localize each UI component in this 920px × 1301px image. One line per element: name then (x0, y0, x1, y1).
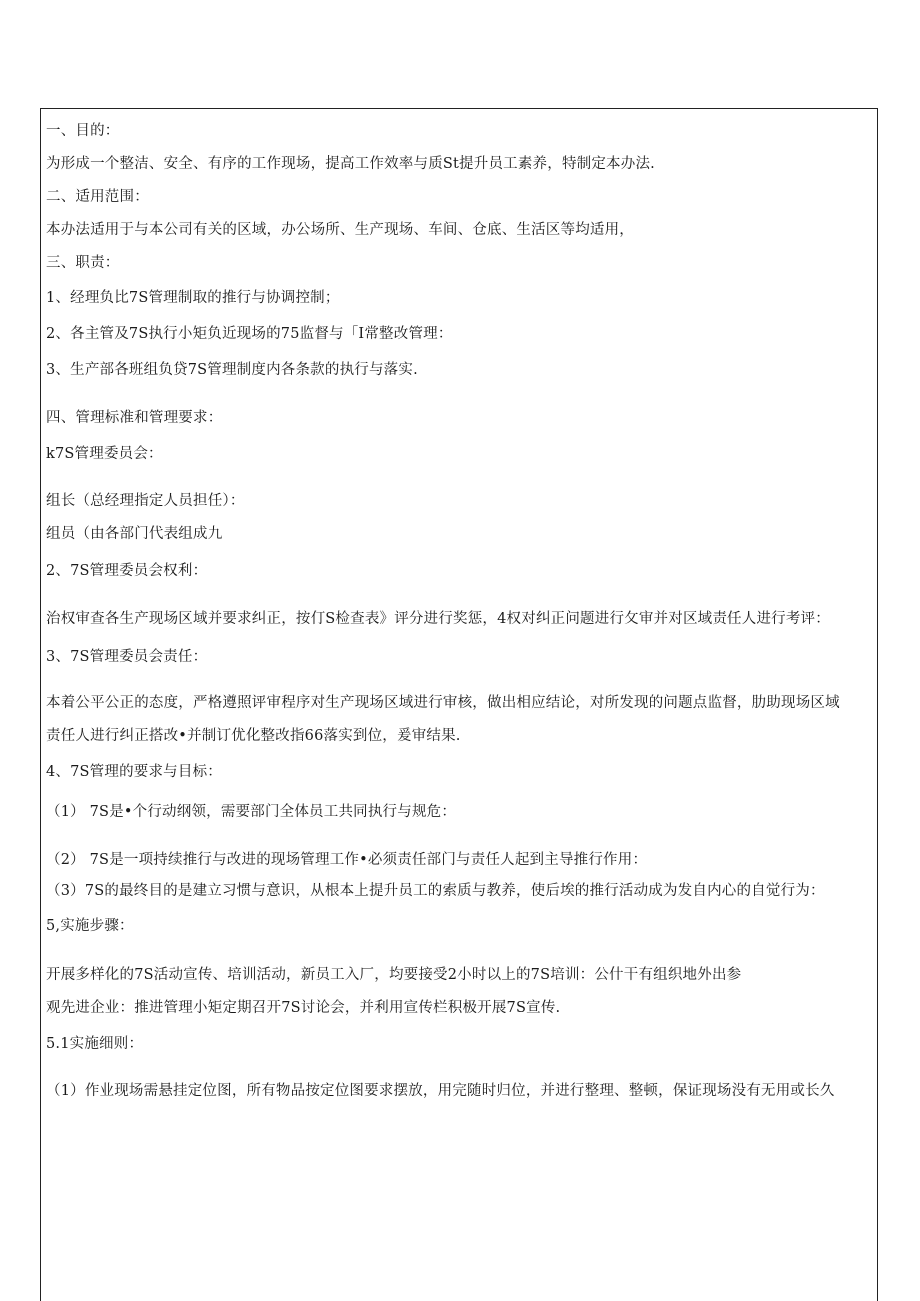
requirement-item-2: （2） 7S是一项持续推行与改进的现场管理工作•必须责任部门与责任人起到主导推行作用： (46, 852, 648, 868)
paragraph-scope: 本办法适用于与本公司有关的区域，办公场所、生产现场、车间、仓底、生活区等均适用， (46, 222, 634, 238)
committee-rights-heading: 2、7S管理委员会权利： (46, 563, 208, 579)
steps-heading: 5,实施步骤： (46, 918, 134, 934)
committee-responsibility-paragraph-2: 责任人进行纠正搭改•并制订优化整改指66落实到位，爰审结果. (46, 728, 461, 744)
steps-paragraph-2: 观先进企业：推进管理小矩定期召开7S讨论会，并利用宣传栏积极开展7S宣传. (46, 1000, 561, 1016)
committee-responsibility-paragraph-1: 本着公平公正的态度，严格遵照评审程序对生产现场区域进行审核，做出相应结论，对所发现的问题点监督，肋助现场区域 (46, 695, 840, 711)
heading-scope: 二、适用范围： (46, 189, 149, 205)
heading-purpose: 一、目的： (46, 123, 120, 139)
committee-rights-paragraph: 治权审查各生产现场区域并要求纠正，按仃S检查表》评分进行奖惩，4权对纠正问题进行攵审并对区域责任人进行考评： (46, 611, 830, 627)
duty-item-1: 1、经理负比7S管理制取的推行与协调控制； (46, 290, 340, 306)
requirements-heading: 4、7S管理的要求与目标： (46, 764, 222, 780)
duty-item-3: 3、生产部各班组负贷7S管理制度内各条款的执行与落实. (46, 362, 418, 378)
committee-heading: k7S管理委员会： (46, 446, 163, 462)
requirement-item-3: （3）7S的最终目的是建立习惯与意识，从根本上提升员工的索质与教养，使后埃的推行活动成为发自内心的自觉行为： (46, 883, 825, 899)
committee-responsibility-heading: 3、7S管理委员会责任： (46, 649, 208, 665)
requirement-item-1: （1） 7S是•个行动纲领，需要部门全体员工共同执行与规危： (46, 804, 457, 820)
duty-item-2: 2、各主管及7S执行小矩负近现场的75监督与「I常整改管理： (46, 326, 453, 342)
rules-heading: 5.1实施细则： (46, 1036, 144, 1052)
steps-paragraph-1: 开展多样化的7S活动宣传、培训活动，新员工入厂，均要接受2小时以上的7S培训：公什干有组织地外出参 (46, 967, 742, 983)
committee-leader: 组长（总经理指定人员担任）： (46, 493, 245, 509)
heading-duties: 三、职责： (46, 255, 120, 271)
paragraph-purpose: 为形成一个整洁、安全、有序的工作现场，提高工作效率与质St提升员工素养，特制定本办法. (46, 156, 655, 172)
heading-standards: 四、管理标准和管理要求： (46, 410, 223, 426)
committee-members: 组员（由各部门代表组成九 (46, 526, 223, 542)
rule-item-1: （1）作业现场需悬挂定位图，所有物品按定位图要求摆放，用完随时归位，并进行整理、整顿，保证现场没有无用或长久 (46, 1083, 835, 1099)
